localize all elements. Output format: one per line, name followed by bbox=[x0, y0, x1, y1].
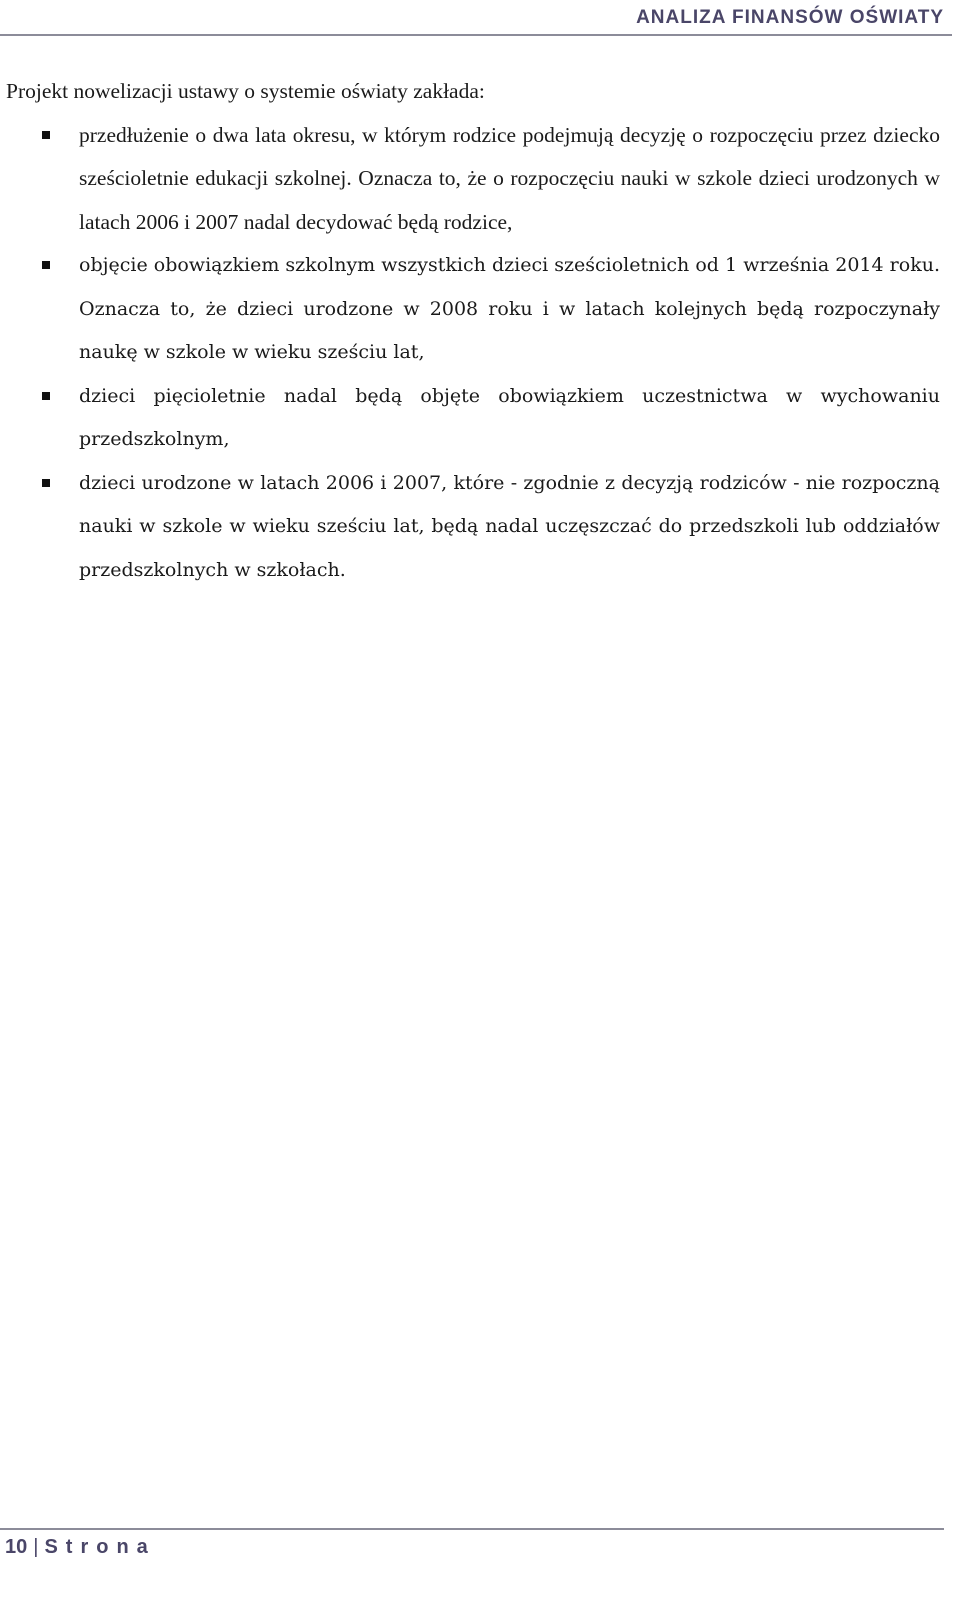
square-bullet-icon bbox=[42, 131, 50, 139]
list-item-text: dzieci urodzone w latach 2006 i 2007, które - zgodnie z decyzją rodziców - nie rozpoczną nauki w szkole w wieku sześciu lat, będą nadal uczęszczać do przedszkoli lub oddziałów przedszkolnych w szkołach. bbox=[79, 471, 940, 581]
header-title: ANALIZA FINANSÓW OŚWIATY bbox=[636, 7, 944, 28]
square-bullet-icon bbox=[42, 392, 50, 400]
list-item bbox=[6, 244, 940, 375]
footer-separator: | bbox=[33, 1536, 39, 1558]
page-word: Strona bbox=[44, 1536, 156, 1558]
document-body bbox=[6, 70, 940, 592]
page-number: 10 bbox=[5, 1536, 28, 1558]
list-item bbox=[6, 375, 940, 462]
page-footer bbox=[0, 1528, 944, 1558]
list-item-text: przedłużenie o dwa lata okresu, w którym rodzice podejmują decyzję o rozpoczęciu przez dziecko sześcioletnie edukacji szkolnej. Oznacza to, że o rozpoczęciu nauki w szkole dzieci urodzonych w latach 2006 i 2007 nadal decydować będą rodzice, bbox=[79, 122, 940, 234]
page-header bbox=[0, 0, 952, 36]
list-item-text: objęcie obowiązkiem szkolnym wszystkich dzieci sześcioletnich od 1 września 2014 roku. Oznacza to, że dzieci urodzone w 2008 roku i w latach kolejnych będą rozpoczynały naukę w szkole w wieku sześciu lat, bbox=[79, 254, 940, 363]
list-item bbox=[6, 462, 940, 593]
intro-paragraph: Projekt nowelizacji ustawy o systemie oświaty zakłada: bbox=[6, 79, 485, 103]
bullet-list bbox=[6, 114, 940, 593]
list-item bbox=[6, 114, 940, 245]
square-bullet-icon bbox=[42, 479, 50, 487]
page-number-label bbox=[5, 1536, 156, 1559]
list-item-text: dzieci pięcioletnie nadal będą objęte obowiązkiem uczestnictwa w wychowaniu przedszkolnym, bbox=[79, 384, 940, 450]
square-bullet-icon bbox=[42, 261, 50, 269]
